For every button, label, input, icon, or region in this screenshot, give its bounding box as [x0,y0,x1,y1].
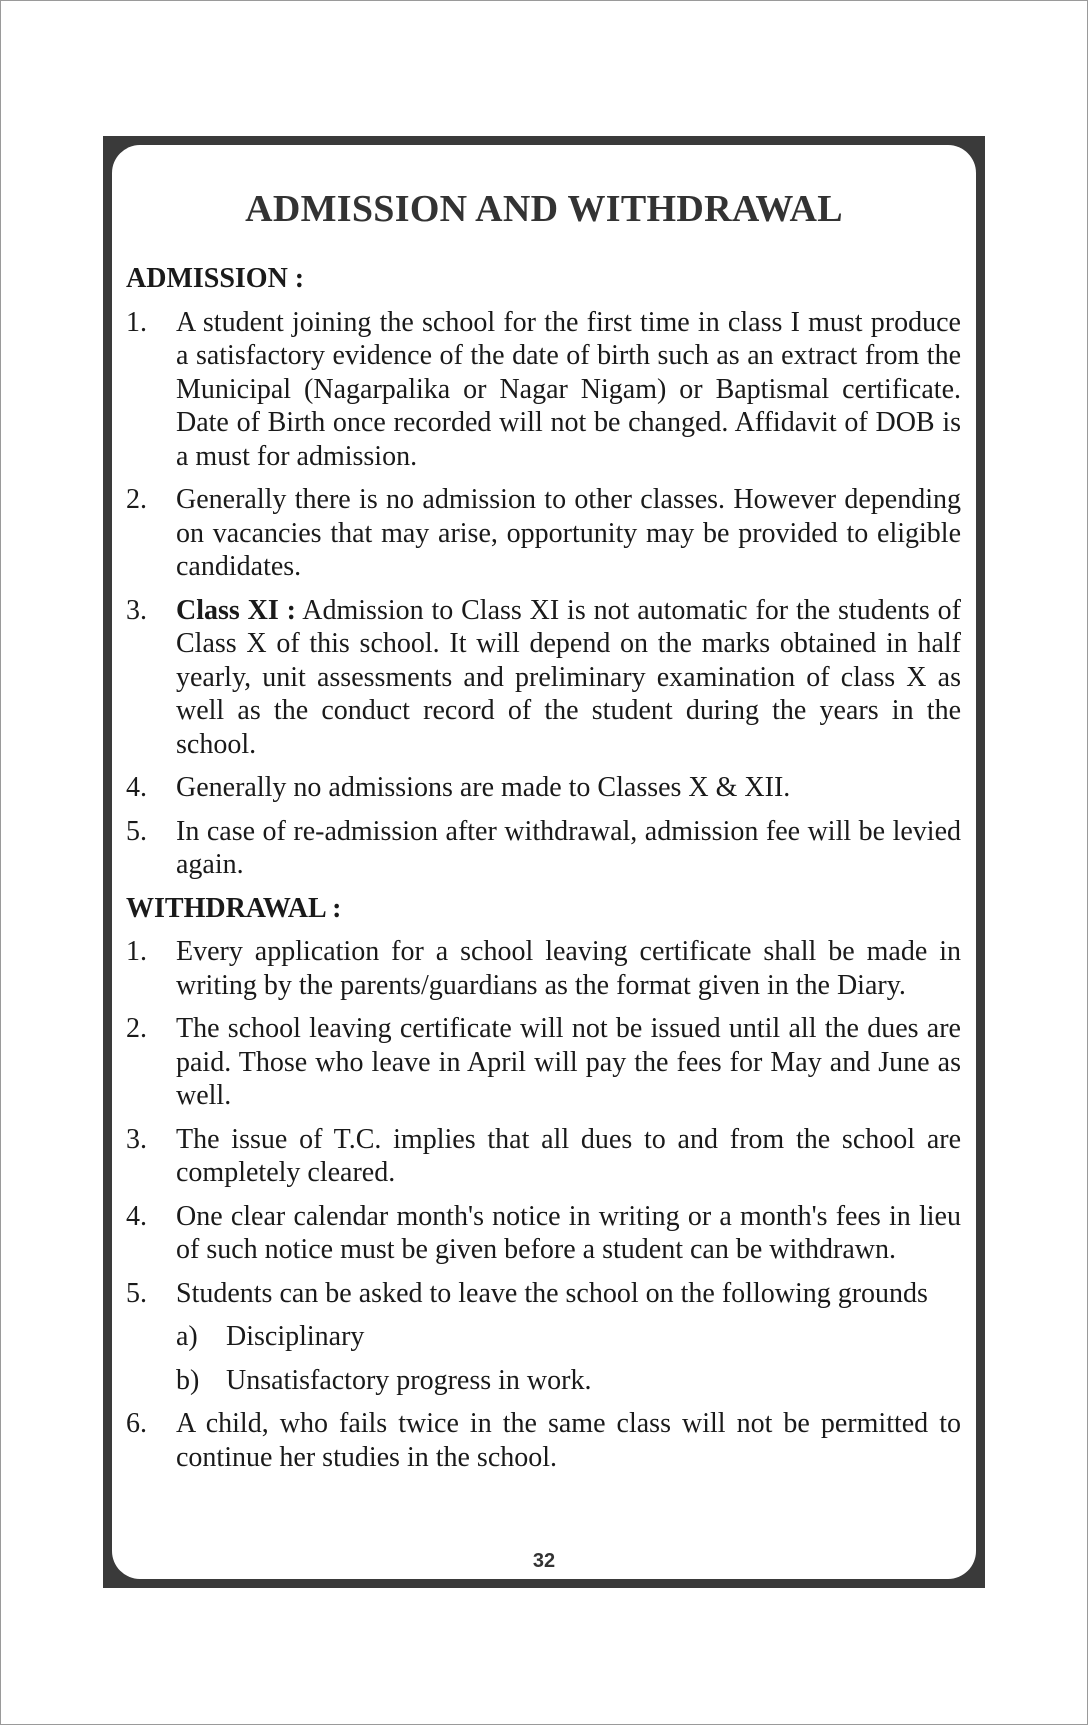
item-text: Generally there is no admission to other classes. However depending on vacancies that may arise, opportunity may be provided to eligible candidates. [176,484,961,582]
content-panel [112,145,976,1579]
admission-item [126,483,961,584]
item-text: The issue of T.C. implies that all dues to and from the school are completely cleared. [176,1123,961,1188]
admission-item [126,306,961,474]
withdrawal-item [126,1200,961,1267]
item-text: Students can be asked to leave the school on the following grounds [176,1277,928,1309]
item-number: 4. [126,1200,147,1232]
item-text: Generally no admissions are made to Classes X & XII. [176,772,791,803]
item-text: Admission to Class XI is not automatic for the students of Class X of this school. It will depend on the marks obtained in half yearly, unit assessments and preliminary examination of class X as well as the conduct record of the student during the years in the school. [176,594,962,760]
item-text: In case of re-admission after withdrawal, admission fee will be levied again. [176,815,961,880]
sub-item-letter: b) [176,1364,200,1396]
admission-item [126,815,961,882]
page-number: 32 [532,1550,556,1572]
ground-item [126,1364,961,1398]
item-number: 5. [126,815,147,847]
item-text: Every application for a school leaving certificate shall be made in writing by the parents/guardians as the format given in the Diary. [176,936,961,1001]
item-number: 1. [126,936,147,967]
item-text: A child, who fails twice in the same class will not be permitted to continue her studies in the school. [176,1408,961,1473]
page-frame [103,136,985,1588]
withdrawal-item [126,1277,961,1311]
item-number: 6. [126,1408,147,1439]
admission-heading: ADMISSION : [126,263,305,294]
admission-item [126,771,961,805]
withdrawal-item [126,935,961,1002]
withdrawal-item [126,1407,961,1474]
item-number: 5. [126,1277,147,1309]
item-number: 1. [126,306,147,338]
withdrawal-heading: WITHDRAWAL : [126,892,342,924]
item-label: Class XI : [176,594,296,626]
sub-item-letter: a) [176,1321,198,1352]
item-text: The school leaving certificate will not be issued until all the dues are paid. Those who leave in April will pay the fees for May and June as well. [176,1013,961,1111]
document-body [126,262,961,1484]
withdrawal-item [126,1123,961,1190]
item-number: 2. [126,484,147,515]
sub-item-text: Unsatisfactory progress in work. [226,1364,592,1396]
sub-item-text: Disciplinary [226,1321,365,1352]
item-text: One clear calendar month's notice in writing or a month's fees in lieu of such notice must be given before a student can be withdrawn. [176,1200,961,1265]
item-number: 3. [126,594,147,626]
item-number: 3. [126,1123,147,1155]
item-text: A student joining the school for the first time in class I must produce a satisfactory evidence of the date of birth such as an extract from the Municipal (Nagarpalika or Nagar Nigam) or Baptismal certificate. Date of Birth once recorded will not be changed. Affidavit of DOB is a must for admission. [176,306,961,472]
item-number: 2. [126,1013,147,1044]
withdrawal-item [126,1012,961,1113]
ground-item [126,1320,961,1354]
item-number: 4. [126,772,147,803]
admission-item [126,594,961,762]
page-title: ADMISSION AND WITHDRAWAL [245,188,843,230]
